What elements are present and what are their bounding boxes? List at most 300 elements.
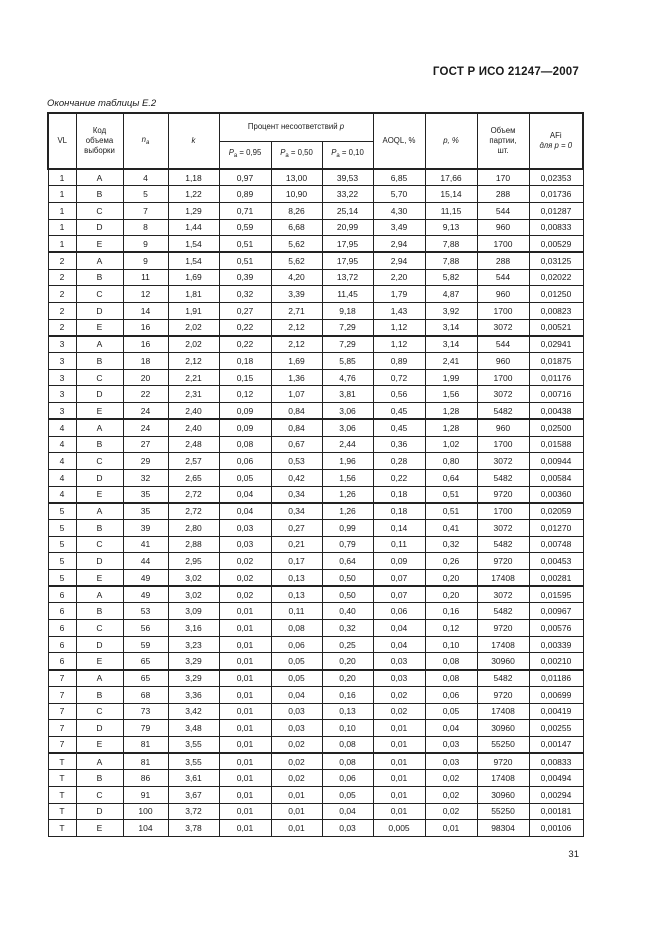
cell-afi: 0,01595 [529, 586, 583, 603]
cell-lot: 3072 [477, 586, 529, 603]
table-row [48, 536, 583, 553]
cell-aoql: 1,12 [373, 319, 425, 336]
cell-afi: 0,02022 [529, 269, 583, 286]
cell-vl: 1 [48, 219, 76, 236]
cell-pa095: 0,01 [219, 803, 271, 820]
cell-k: 1,22 [168, 186, 219, 203]
table-row [48, 369, 583, 386]
cell-na: 11 [123, 269, 168, 286]
cell-vl: 5 [48, 553, 76, 570]
cell-lot: 170 [477, 169, 529, 186]
cell-p: 0,20 [425, 570, 477, 587]
cell-k: 3,55 [168, 753, 219, 770]
cell-lot: 960 [477, 219, 529, 236]
cell-pa095: 0,01 [219, 603, 271, 620]
cell-vl: 5 [48, 570, 76, 587]
table-row [48, 436, 583, 453]
header-p-pct [425, 113, 477, 169]
cell-code: E [76, 736, 123, 753]
table-row [48, 786, 583, 803]
cell-na: 79 [123, 720, 168, 737]
cell-p: 0,16 [425, 603, 477, 620]
cell-p: 3,14 [425, 319, 477, 336]
cell-pa095: 0,02 [219, 553, 271, 570]
header-afi [529, 113, 583, 169]
cell-code: B [76, 603, 123, 620]
page-number: 31 [568, 849, 579, 860]
cell-pa050: 4,20 [271, 269, 322, 286]
cell-p: 4,87 [425, 286, 477, 303]
cell-code: E [76, 653, 123, 670]
cell-code: B [76, 186, 123, 203]
cell-afi: 0,00833 [529, 219, 583, 236]
cell-vl: 7 [48, 736, 76, 753]
header-p-pct-text: p, % [443, 136, 459, 145]
cell-pa010: 0,40 [322, 603, 373, 620]
cell-code: C [76, 703, 123, 720]
cell-aoql: 0,18 [373, 486, 425, 503]
table-row [48, 753, 583, 770]
cell-aoql: 0,04 [373, 620, 425, 637]
table-row [48, 703, 583, 720]
cell-pa010: 7,29 [322, 319, 373, 336]
cell-na: 27 [123, 436, 168, 453]
cell-afi: 0,02941 [529, 336, 583, 353]
cell-pa010: 0,20 [322, 670, 373, 687]
cell-afi: 0,02059 [529, 503, 583, 520]
table-row [48, 570, 583, 587]
cell-k: 2,72 [168, 503, 219, 520]
cell-pa050: 0,03 [271, 703, 322, 720]
cell-k: 3,29 [168, 653, 219, 670]
cell-vl: T [48, 786, 76, 803]
cell-p: 1,28 [425, 403, 477, 420]
cell-na: 56 [123, 620, 168, 637]
cell-afi: 0,00833 [529, 753, 583, 770]
cell-na: 91 [123, 786, 168, 803]
cell-na: 4 [123, 169, 168, 186]
cell-code: B [76, 353, 123, 370]
cell-code: B [76, 519, 123, 536]
header-na [123, 113, 168, 169]
cell-code: D [76, 386, 123, 403]
table-row [48, 469, 583, 486]
cell-lot: 544 [477, 269, 529, 286]
cell-lot: 3072 [477, 519, 529, 536]
cell-k: 2,80 [168, 519, 219, 536]
cell-pa050: 0,05 [271, 670, 322, 687]
cell-lot: 544 [477, 336, 529, 353]
cell-code: C [76, 453, 123, 470]
cell-p: 0,12 [425, 620, 477, 637]
cell-na: 49 [123, 570, 168, 587]
cell-code: C [76, 536, 123, 553]
cell-lot: 55250 [477, 803, 529, 820]
cell-pa010: 0,08 [322, 753, 373, 770]
cell-lot: 17408 [477, 770, 529, 787]
cell-pa050: 0,67 [271, 436, 322, 453]
cell-p: 0,80 [425, 453, 477, 470]
cell-pa050: 1,36 [271, 369, 322, 386]
cell-aoql: 1,12 [373, 336, 425, 353]
cell-afi: 0,00967 [529, 603, 583, 620]
cell-pa010: 25,14 [322, 202, 373, 219]
cell-aoql: 0,04 [373, 636, 425, 653]
cell-pa050: 2,71 [271, 303, 322, 320]
cell-lot: 9720 [477, 686, 529, 703]
cell-vl: 2 [48, 252, 76, 269]
cell-pa010: 0,32 [322, 620, 373, 637]
cell-pa050: 0,34 [271, 503, 322, 520]
table-row [48, 419, 583, 436]
cell-pa050: 0,08 [271, 620, 322, 637]
table-row [48, 486, 583, 503]
cell-lot: 17408 [477, 570, 529, 587]
cell-p: 0,41 [425, 519, 477, 536]
cell-na: 100 [123, 803, 168, 820]
cell-pa095: 0,51 [219, 252, 271, 269]
cell-afi: 0,00360 [529, 486, 583, 503]
cell-code: B [76, 770, 123, 787]
cell-afi: 0,00823 [529, 303, 583, 320]
cell-vl: 2 [48, 303, 76, 320]
cell-k: 2,21 [168, 369, 219, 386]
cell-lot: 288 [477, 252, 529, 269]
cell-pa050: 0,01 [271, 786, 322, 803]
cell-k: 1,81 [168, 286, 219, 303]
header-k: k [168, 113, 219, 169]
cell-vl: 6 [48, 603, 76, 620]
cell-k: 1,54 [168, 236, 219, 253]
cell-pa050: 5,62 [271, 236, 322, 253]
cell-vl: 1 [48, 202, 76, 219]
cell-afi: 0,00748 [529, 536, 583, 553]
cell-pa050: 13,00 [271, 169, 322, 186]
cell-aoql: 0,02 [373, 703, 425, 720]
cell-pa050: 3,39 [271, 286, 322, 303]
cell-vl: 4 [48, 486, 76, 503]
cell-aoql: 0,56 [373, 386, 425, 403]
cell-k: 2,12 [168, 353, 219, 370]
cell-k: 2,95 [168, 553, 219, 570]
cell-k: 3,48 [168, 720, 219, 737]
header-code-line1: Код [92, 126, 107, 135]
header-pa-050-sub: a [285, 153, 289, 160]
cell-aoql: 0,45 [373, 403, 425, 420]
header-code-line2: объема [85, 136, 114, 145]
cell-na: 16 [123, 336, 168, 353]
cell-na: 73 [123, 703, 168, 720]
header-percent-var: p [339, 122, 345, 132]
cell-pa050: 0,42 [271, 469, 322, 486]
cell-pa050: 0,11 [271, 603, 322, 620]
header-pa-095-val: = 0,95 [237, 148, 262, 158]
cell-p: 0,05 [425, 703, 477, 720]
cell-afi: 0,00339 [529, 636, 583, 653]
cell-pa050: 0,06 [271, 636, 322, 653]
cell-p: 0,26 [425, 553, 477, 570]
cell-aoql: 0,22 [373, 469, 425, 486]
cell-code: E [76, 236, 123, 253]
cell-lot: 1700 [477, 303, 529, 320]
cell-k: 2,31 [168, 386, 219, 403]
cell-p: 0,06 [425, 686, 477, 703]
cell-aoql: 1,79 [373, 286, 425, 303]
cell-lot: 5482 [477, 403, 529, 420]
cell-code: D [76, 803, 123, 820]
cell-code: C [76, 369, 123, 386]
cell-pa010: 1,96 [322, 453, 373, 470]
cell-pa010: 0,06 [322, 770, 373, 787]
cell-code: A [76, 586, 123, 603]
cell-code: D [76, 553, 123, 570]
cell-vl: 3 [48, 353, 76, 370]
table-row [48, 519, 583, 536]
cell-aoql: 0,36 [373, 436, 425, 453]
cell-pa095: 0,09 [219, 419, 271, 436]
cell-p: 0,02 [425, 803, 477, 820]
cell-pa010: 7,29 [322, 336, 373, 353]
table-row [48, 670, 583, 687]
cell-afi: 0,01287 [529, 202, 583, 219]
cell-na: 104 [123, 820, 168, 837]
cell-vl: 1 [48, 186, 76, 203]
cell-pa050: 1,69 [271, 353, 322, 370]
header-na-n: n [141, 134, 146, 144]
cell-pa010: 0,08 [322, 736, 373, 753]
cell-pa050: 0,27 [271, 519, 322, 536]
cell-k: 3,61 [168, 770, 219, 787]
header-afi-line1: AFi [549, 131, 562, 140]
cell-aoql: 2,94 [373, 252, 425, 269]
cell-aoql: 0,28 [373, 453, 425, 470]
cell-na: 39 [123, 519, 168, 536]
cell-aoql: 0,07 [373, 570, 425, 587]
cell-k: 3,09 [168, 603, 219, 620]
cell-p: 7,88 [425, 236, 477, 253]
cell-aoql: 0,01 [373, 770, 425, 787]
cell-lot: 9720 [477, 486, 529, 503]
cell-lot: 960 [477, 419, 529, 436]
cell-vl: 1 [48, 236, 76, 253]
cell-pa050: 0,02 [271, 770, 322, 787]
cell-p: 0,64 [425, 469, 477, 486]
cell-aoql: 0,09 [373, 553, 425, 570]
table-row [48, 236, 583, 253]
table-row [48, 453, 583, 470]
table-row [48, 286, 583, 303]
cell-afi: 0,00584 [529, 469, 583, 486]
cell-pa095: 0,01 [219, 620, 271, 637]
cell-code: C [76, 620, 123, 637]
cell-pa050: 10,90 [271, 186, 322, 203]
table-container [47, 112, 582, 837]
cell-lot: 5482 [477, 469, 529, 486]
cell-p: 0,03 [425, 736, 477, 753]
cell-pa050: 0,53 [271, 453, 322, 470]
cell-code: D [76, 219, 123, 236]
cell-code: A [76, 169, 123, 186]
cell-pa050: 8,26 [271, 202, 322, 219]
cell-lot: 9720 [477, 553, 529, 570]
cell-na: 20 [123, 369, 168, 386]
cell-aoql: 0,14 [373, 519, 425, 536]
cell-pa095: 0,01 [219, 786, 271, 803]
cell-k: 2,65 [168, 469, 219, 486]
cell-pa010: 0,04 [322, 803, 373, 820]
cell-aoql: 2,94 [373, 236, 425, 253]
cell-afi: 0,01736 [529, 186, 583, 203]
cell-pa010: 1,26 [322, 503, 373, 520]
header-lot-line2: партии, [489, 136, 517, 145]
cell-lot: 30960 [477, 720, 529, 737]
cell-afi: 0,00294 [529, 786, 583, 803]
cell-pa050: 0,04 [271, 686, 322, 703]
cell-pa050: 0,03 [271, 720, 322, 737]
cell-vl: 6 [48, 653, 76, 670]
cell-pa050: 0,21 [271, 536, 322, 553]
cell-pa010: 0,25 [322, 636, 373, 653]
cell-na: 53 [123, 603, 168, 620]
cell-aoql: 0,03 [373, 653, 425, 670]
cell-pa095: 0,01 [219, 653, 271, 670]
cell-p: 0,03 [425, 753, 477, 770]
cell-pa050: 0,84 [271, 403, 322, 420]
cell-code: A [76, 753, 123, 770]
cell-lot: 30960 [477, 653, 529, 670]
cell-na: 44 [123, 553, 168, 570]
cell-k: 3,67 [168, 786, 219, 803]
cell-p: 0,10 [425, 636, 477, 653]
cell-pa095: 0,12 [219, 386, 271, 403]
cell-aoql: 3,49 [373, 219, 425, 236]
cell-lot: 9720 [477, 753, 529, 770]
cell-pa095: 0,22 [219, 336, 271, 353]
cell-vl: 2 [48, 319, 76, 336]
cell-pa010: 3,06 [322, 403, 373, 420]
cell-p: 9,13 [425, 219, 477, 236]
cell-afi: 0,00281 [529, 570, 583, 587]
cell-code: B [76, 436, 123, 453]
cell-aoql: 0,01 [373, 786, 425, 803]
cell-code: A [76, 252, 123, 269]
cell-code: C [76, 202, 123, 219]
cell-afi: 0,01588 [529, 436, 583, 453]
cell-vl: 1 [48, 169, 76, 186]
cell-afi: 0,00438 [529, 403, 583, 420]
cell-pa095: 0,03 [219, 536, 271, 553]
table-row [48, 353, 583, 370]
cell-k: 1,29 [168, 202, 219, 219]
header-code-line3: выборки [84, 146, 115, 155]
cell-pa050: 0,17 [271, 553, 322, 570]
table-row [48, 403, 583, 420]
cell-afi: 0,00255 [529, 720, 583, 737]
cell-pa010: 17,95 [322, 236, 373, 253]
table-row [48, 820, 583, 837]
cell-afi: 0,01186 [529, 670, 583, 687]
cell-lot: 17408 [477, 636, 529, 653]
cell-aoql: 0,45 [373, 419, 425, 436]
cell-na: 41 [123, 536, 168, 553]
cell-afi: 0,03125 [529, 252, 583, 269]
cell-pa095: 0,04 [219, 503, 271, 520]
cell-na: 35 [123, 503, 168, 520]
cell-pa095: 0,39 [219, 269, 271, 286]
cell-afi: 0,01250 [529, 286, 583, 303]
cell-aoql: 6,85 [373, 169, 425, 186]
table-row [48, 269, 583, 286]
cell-pa095: 0,01 [219, 686, 271, 703]
cell-k: 2,72 [168, 486, 219, 503]
table-row [48, 386, 583, 403]
cell-afi: 0,02500 [529, 419, 583, 436]
cell-aoql: 0,01 [373, 720, 425, 737]
cell-aoql: 0,72 [373, 369, 425, 386]
cell-na: 86 [123, 770, 168, 787]
cell-code: E [76, 486, 123, 503]
cell-pa050: 0,13 [271, 570, 322, 587]
cell-p: 7,88 [425, 252, 477, 269]
cell-na: 24 [123, 403, 168, 420]
cell-pa010: 17,95 [322, 252, 373, 269]
cell-pa050: 0,02 [271, 753, 322, 770]
table-row [48, 202, 583, 219]
cell-p: 2,41 [425, 353, 477, 370]
cell-p: 0,51 [425, 503, 477, 520]
cell-pa050: 1,07 [271, 386, 322, 403]
cell-pa095: 0,05 [219, 469, 271, 486]
cell-vl: 3 [48, 336, 76, 353]
cell-pa050: 0,34 [271, 486, 322, 503]
cell-afi: 0,00106 [529, 820, 583, 837]
cell-pa095: 0,32 [219, 286, 271, 303]
cell-vl: 7 [48, 703, 76, 720]
cell-pa095: 0,01 [219, 770, 271, 787]
cell-p: 0,08 [425, 653, 477, 670]
cell-pa010: 0,20 [322, 653, 373, 670]
cell-k: 3,16 [168, 620, 219, 637]
cell-na: 5 [123, 186, 168, 203]
cell-code: E [76, 570, 123, 587]
cell-pa010: 20,99 [322, 219, 373, 236]
cell-na: 59 [123, 636, 168, 653]
cell-lot: 544 [477, 202, 529, 219]
cell-na: 81 [123, 753, 168, 770]
cell-pa095: 0,97 [219, 169, 271, 186]
cell-pa010: 4,76 [322, 369, 373, 386]
cell-k: 3,55 [168, 736, 219, 753]
cell-vl: 7 [48, 686, 76, 703]
cell-lot: 5482 [477, 603, 529, 620]
cell-k: 1,69 [168, 269, 219, 286]
cell-pa010: 0,50 [322, 570, 373, 587]
cell-aoql: 4,30 [373, 202, 425, 219]
header-pa-050 [271, 141, 322, 169]
cell-pa095: 0,18 [219, 353, 271, 370]
cell-pa095: 0,06 [219, 453, 271, 470]
cell-aoql: 1,43 [373, 303, 425, 320]
cell-k: 3,42 [168, 703, 219, 720]
cell-na: 18 [123, 353, 168, 370]
cell-pa010: 0,03 [322, 820, 373, 837]
cell-p: 1,28 [425, 419, 477, 436]
cell-afi: 0,00529 [529, 236, 583, 253]
cell-lot: 288 [477, 186, 529, 203]
table-body [48, 169, 583, 837]
cell-pa010: 39,53 [322, 169, 373, 186]
cell-na: 8 [123, 219, 168, 236]
